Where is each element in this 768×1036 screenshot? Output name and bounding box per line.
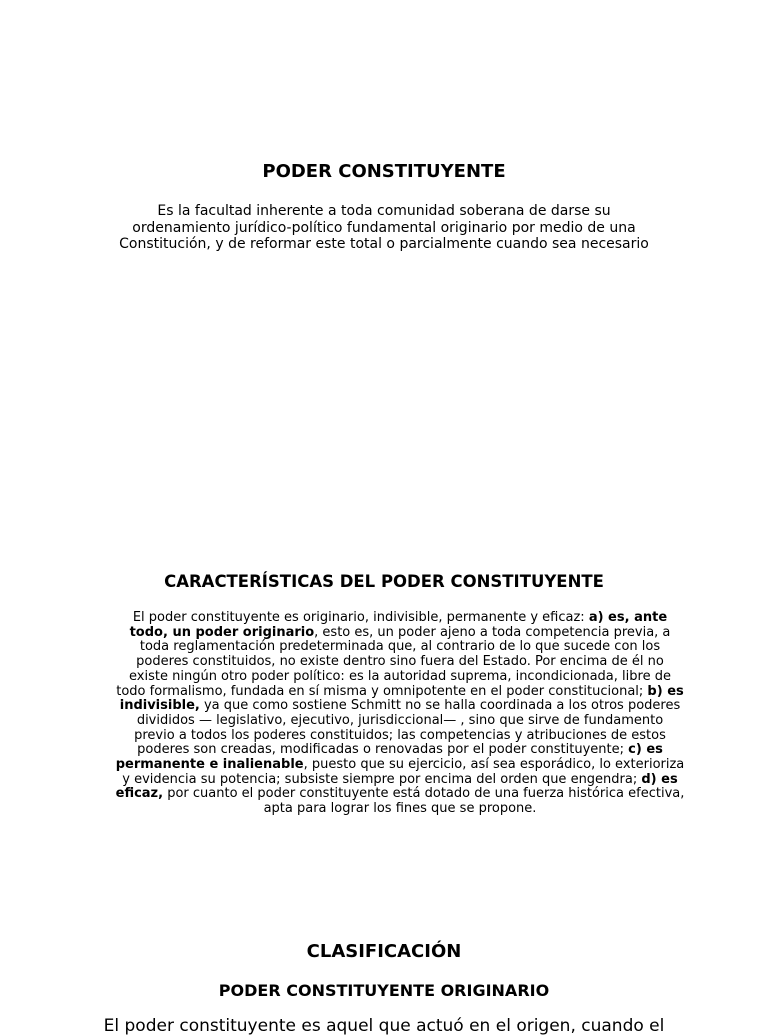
text-line: [96, 787, 704, 802]
text-line: apta para lograr los fines que se propone.: [263, 801, 537, 817]
text-segment: ya que como sostiene Schmitt no se halla coordinada a los otros poderes: [199, 698, 681, 714]
section-title-poder-constituyente: PODER CONSTITUYENTE: [262, 161, 506, 182]
text-line: divididos — legislativo, ejecutivo, jurisdiccional— , sino que sirve de fundamento: [136, 712, 664, 728]
text-segment: , esto es, un poder ajeno a toda competencia previa, a: [314, 624, 671, 640]
text-segment: , puesto que su ejercicio, así sea esporádico, lo exterioriza: [303, 757, 685, 773]
subsection-title-originario: PODER CONSTITUYENTE ORIGINARIO: [218, 981, 550, 1000]
paragraph-caracteristicas: [96, 611, 704, 817]
bold-segment: permanente e inalienable: [115, 757, 304, 773]
paragraph-definition: [96, 203, 672, 253]
text-line: [96, 743, 704, 758]
text-segment: y evidencia su potencia; subsiste siempre por encima del orden que engendra;: [122, 771, 642, 787]
text-line: previo a todos los poderes constituidos; las competencias y atribuciones de estos: [134, 727, 666, 743]
bold-segment: d) es: [641, 771, 678, 787]
section-title-clasificacion: CLASIFICACIÓN: [306, 941, 462, 962]
text-line: [96, 611, 704, 626]
bold-segment: a) es, ante: [588, 610, 668, 625]
text-line: toda reglamentación predeterminada que, al contrario de lo que sucede con los: [139, 639, 661, 655]
text-segment: todo formalismo, fundada en sí misma y omnipotente en el poder constitucional;: [116, 683, 648, 699]
text-line: [96, 699, 704, 714]
bold-segment: todo, un poder originario: [129, 624, 315, 640]
text-line: Es la facultad inherente a toda comunidad soberana de darse su: [157, 203, 611, 219]
text-line: ordenamiento jurídico-político fundamental originario por medio de una: [132, 219, 636, 236]
bold-segment: indivisible,: [119, 698, 200, 714]
text-line: poderes constituidos, no existe dentro sino fuera del Estado. Por encima de él no: [136, 654, 664, 670]
bold-segment: b) es: [647, 683, 684, 699]
text-line: [96, 626, 704, 641]
text-line: [96, 685, 704, 700]
text-line: existe ningún otro poder político: es la autoridad suprema, incondicionada, libre de: [129, 668, 671, 684]
bold-segment: c) es: [628, 742, 663, 758]
paragraph-originario-partial: [96, 1016, 672, 1036]
text-segment: poderes son creadas, modificadas o renovadas por el poder constituyente;: [137, 742, 629, 758]
bold-segment: eficaz,: [115, 786, 164, 802]
text-segment: El poder constituyente es originario, indivisible, permanente y eficaz:: [132, 610, 589, 625]
section-title-caracteristicas: CARACTERÍSTICAS DEL PODER CONSTITUYENTE: [164, 572, 604, 591]
text-line: El poder constituyente es aquel que actuó en el origen, cuando el: [103, 1016, 665, 1036]
text-segment: por cuanto el poder constituyente está dotado de una fuerza histórica efectiva,: [163, 786, 685, 802]
text-line: [96, 773, 704, 788]
text-line: Constitución, y de reformar este total o parcialmente cuando sea necesario: [119, 236, 649, 252]
text-line: [96, 758, 704, 773]
